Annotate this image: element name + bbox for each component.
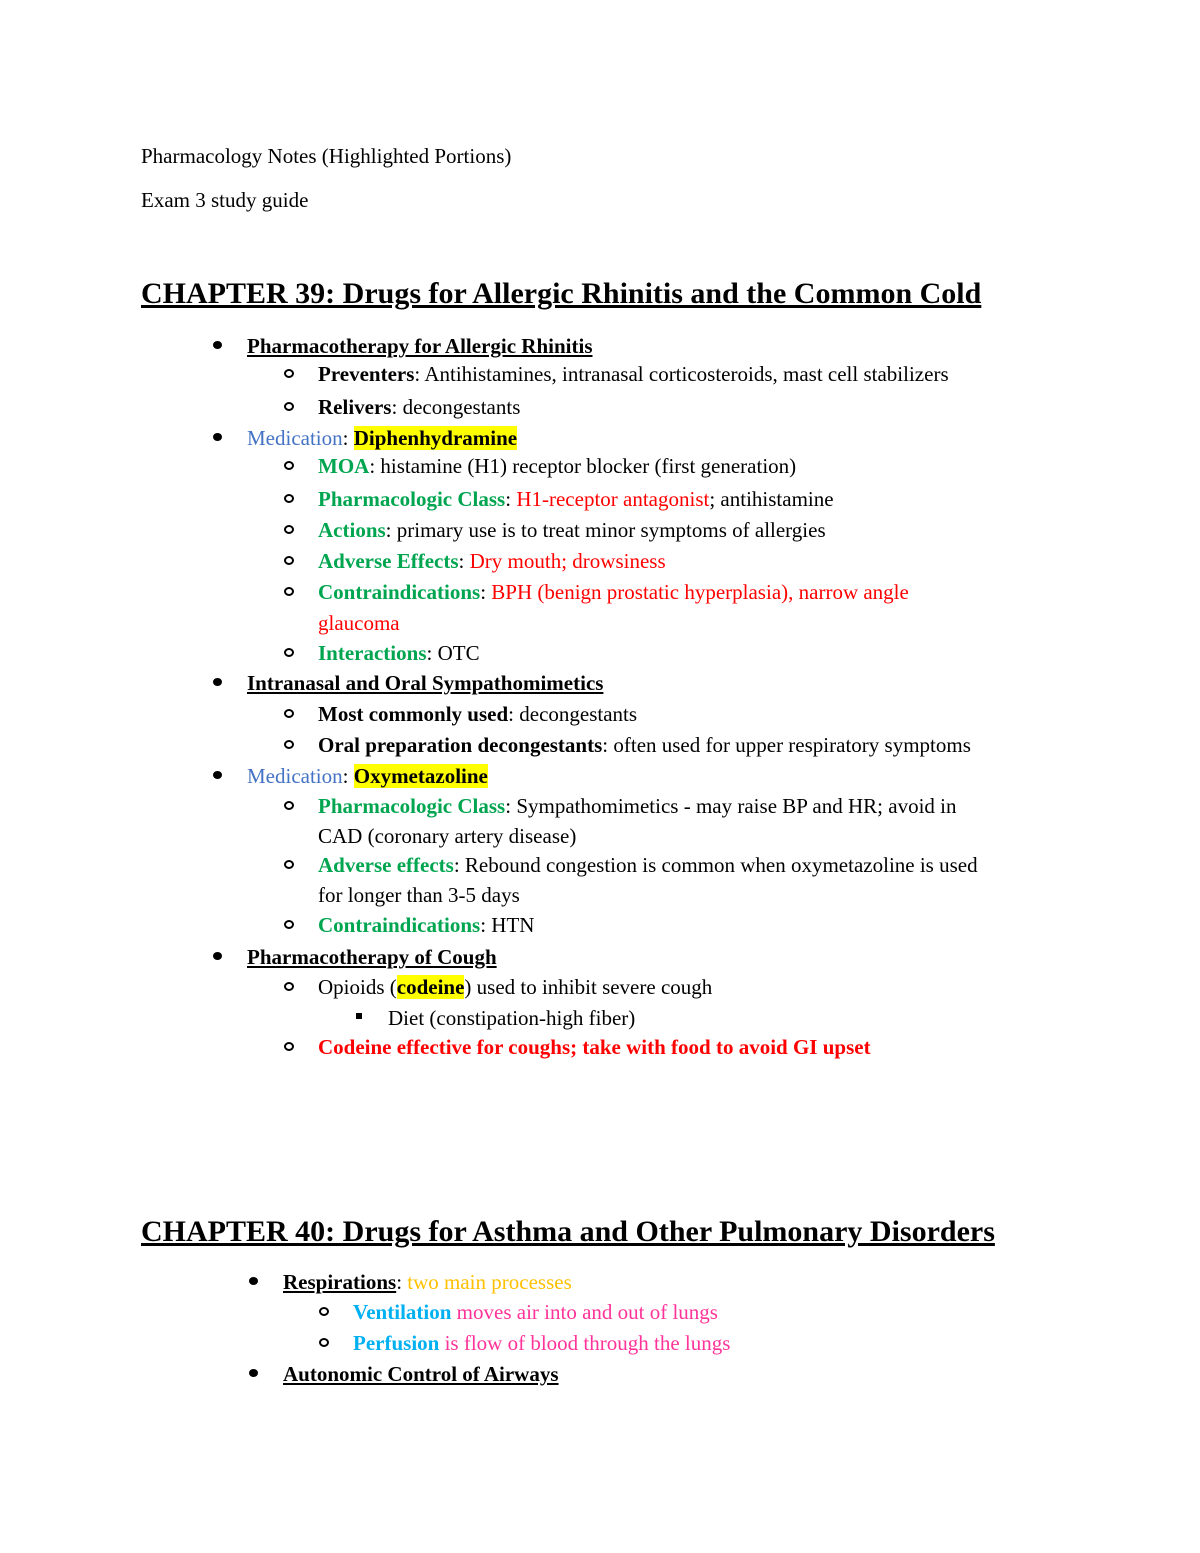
bullet-circle	[284, 920, 294, 929]
bullet-circle	[284, 402, 294, 411]
bullet-dot	[213, 433, 222, 441]
bullet-circle	[319, 1338, 329, 1347]
bullet-dot	[249, 1369, 258, 1377]
bullet-circle	[319, 1307, 329, 1316]
oxy-adverse-item: Adverse effects: Rebound congestion is common when oxymetazoline is used	[318, 853, 978, 877]
bullet-circle	[284, 1042, 294, 1051]
bullet-dot	[213, 952, 222, 960]
ventilation-item: Ventilation moves air into and out of lungs	[353, 1300, 718, 1324]
moa-item: MOA: histamine (H1) receptor blocker (first generation)	[318, 454, 797, 478]
preventers-item: Preventers: Antihistamines, intranasal corticosteroids, mast cell stabilizers	[318, 362, 949, 386]
codeine-effective-item: Codeine effective for coughs; take with food to avoid GI upset	[318, 1035, 871, 1059]
contraindications-item: Contraindications: BPH (benign prostatic hyperplasia), narrow angle	[318, 580, 909, 604]
bullet-circle	[284, 461, 294, 470]
section-cough: Pharmacotherapy of Cough	[247, 945, 497, 969]
bullet-circle	[284, 709, 294, 718]
oxy-adverse-continued: for longer than 3-5 days	[318, 883, 520, 907]
oral-prep-item: Oral preparation decongestants: often used for upper respiratory symptoms	[318, 733, 971, 757]
medication-oxymetazoline: Medication: Oxymetazoline	[247, 764, 488, 788]
medication-diphenhydramine: Medication: Diphenhydramine	[247, 426, 518, 450]
document-subtitle: Exam 3 study guide	[141, 188, 309, 212]
bullet-square	[356, 1013, 362, 1019]
bullet-circle	[284, 556, 294, 565]
document-title: Pharmacology Notes (Highlighted Portions)	[141, 144, 512, 168]
oxy-class-continued: CAD (coronary artery disease)	[318, 824, 577, 848]
chapter-39-heading: CHAPTER 39: Drugs for Allergic Rhinitis and the Common Cold	[141, 277, 982, 310]
interactions-item: Interactions: OTC	[318, 641, 480, 665]
bullet-dot	[213, 771, 222, 779]
diet-item: Diet (constipation-high fiber)	[388, 1006, 636, 1030]
section-sympathomimetics: Intranasal and Oral Sympathomimetics	[247, 671, 604, 695]
bullet-circle	[284, 982, 294, 991]
section-allergic-rhinitis: Pharmacotherapy for Allergic Rhinitis	[247, 334, 593, 358]
bullet-circle	[284, 494, 294, 503]
section-autonomic-control: Autonomic Control of Airways	[283, 1362, 559, 1386]
opioids-item: Opioids (codeine) used to inhibit severe cough	[318, 975, 713, 999]
bullet-dot	[213, 678, 222, 686]
oxy-contra-item: Contraindications: HTN	[318, 913, 535, 937]
bullet-circle	[284, 587, 294, 596]
adverse-effects-item: Adverse Effects: Dry mouth; drowsiness	[318, 549, 666, 573]
respirations-item: Respirations: two main processes	[283, 1270, 572, 1294]
pharm-class-item: Pharmacologic Class: H1-receptor antagonist; antihistamine	[318, 487, 834, 511]
bullet-circle	[284, 860, 294, 869]
oxy-class-item: Pharmacologic Class: Sympathomimetics - may raise BP and HR; avoid in	[318, 794, 957, 818]
contraindications-continued: glaucoma	[318, 611, 400, 635]
perfusion-item: Perfusion is flow of blood through the lungs	[353, 1331, 731, 1355]
bullet-circle	[284, 801, 294, 810]
bullet-dot	[249, 1277, 258, 1285]
bullet-circle	[284, 648, 294, 657]
bullet-circle	[284, 369, 294, 378]
relivers-item: Relivers: decongestants	[318, 395, 521, 419]
chapter-40-heading: CHAPTER 40: Drugs for Asthma and Other Pulmonary Disorders	[141, 1215, 995, 1248]
bullet-circle	[284, 525, 294, 534]
actions-item: Actions: primary use is to treat minor symptoms of allergies	[318, 518, 826, 542]
bullet-circle	[284, 740, 294, 749]
bullet-dot	[213, 341, 222, 349]
most-common-item: Most commonly used: decongestants	[318, 702, 638, 726]
